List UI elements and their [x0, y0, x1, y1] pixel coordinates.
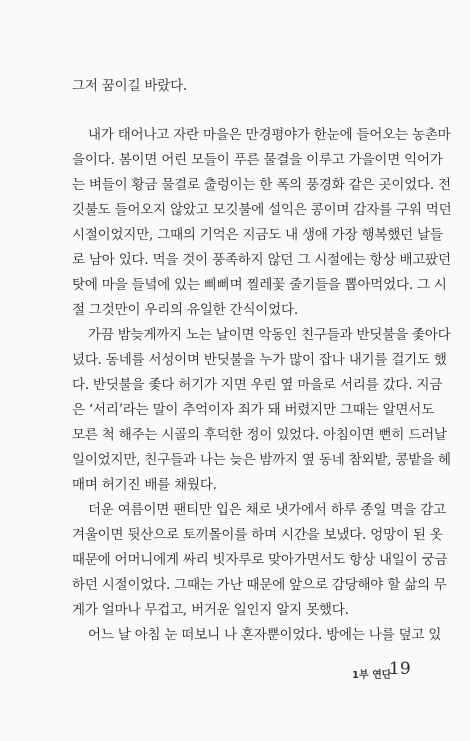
paragraph-line: 녔다. 동네를 서성이며 반딧불을 누가 많이 잡나 내기를 걸기도 했	[72, 352, 447, 368]
paragraph-line: 은 ‘서리’라는 말이 추억이자 죄가 돼 버렸지만 그때는 알면서도	[72, 402, 434, 418]
paragraph-line: 일이었지만, 친구들과 나는 늦은 밤까지 옆 동네 참외밭, 콩밭을 헤	[72, 452, 451, 468]
paragraph-line: 게가 얼마나 무겁고, 버거운 일인지 알지 못했다.	[72, 602, 349, 618]
paragraph-line: 하던 시절이었다. 그때는 가난 때문에 앞으로 감당해야 할 삶의 무	[72, 577, 447, 593]
paragraph-line: 을이다. 봄이면 어린 모들이 푸른 물결을 이루고 가을이면 익어가	[72, 152, 443, 168]
paragraph-line: 모른 척 해주는 시골의 후덕한 정이 있었다. 아침이면 뻔히 드러날	[72, 427, 447, 443]
paragraph-line: 그저 꿈이길 바랐다.	[72, 78, 188, 94]
paragraph-line: 어느 날 아침 눈 떠보니 나 혼자뿐이었다. 방에는 나를 덮고 있	[88, 627, 442, 643]
paragraph-line: 가끔 밤늦게까지 노는 날이면 악동인 친구들과 반딧불을 좇아다	[88, 327, 451, 343]
paragraph-line: 매며 허기진 배를 채웠다.	[72, 477, 217, 493]
paragraph-line: 탓에 마을 들녘에 있는 삐삐며 찔레꽃 줄기들을 뽑아먹었다. 그 시	[72, 277, 447, 293]
paragraph-line: 더운 여름이면 팬티만 입은 채로 냇가에서 하루 종일 멱을 감고	[88, 502, 446, 518]
paragraph-line: 절 그것만이 우리의 유일한 간식이었다.	[72, 302, 298, 318]
paragraph-line: 다. 반딧불을 좇다 허기가 지면 우린 옆 마을로 서리를 갔다. 지금	[72, 377, 443, 393]
paragraph-line: 로 남아 있다. 먹을 것이 풍족하지 않던 그 시절에는 항상 배고팠던	[72, 252, 451, 268]
page-number: 19	[389, 659, 411, 679]
paragraph-line: 시절이었지만, 그때의 기억은 지금도 내 생애 가장 행복했던 날들	[72, 227, 443, 243]
paragraph-line: 는 벼들이 황금 물결로 출렁이는 한 폭의 풍경화 같은 곳이었다. 전	[72, 177, 451, 193]
paragraph-line: 겨울이면 뒷산으로 토끼몰이를 하며 시간을 보냈다. 엉망이 된 옷	[72, 527, 443, 543]
paragraph-line: 때문에 어머니에게 싸리 빗자루로 맞아가면서도 항상 내일이 궁금	[72, 552, 448, 568]
paragraph-line: 깃불도 들어오지 않았고 모깃불에 설익은 콩이며 감자를 구워 먹던	[72, 202, 452, 218]
running-footer-section: 1부 연단	[352, 670, 392, 681]
paragraph-line: 내가 태어나고 자란 마을은 만경평야가 한눈에 들어오는 농촌마	[88, 127, 451, 143]
